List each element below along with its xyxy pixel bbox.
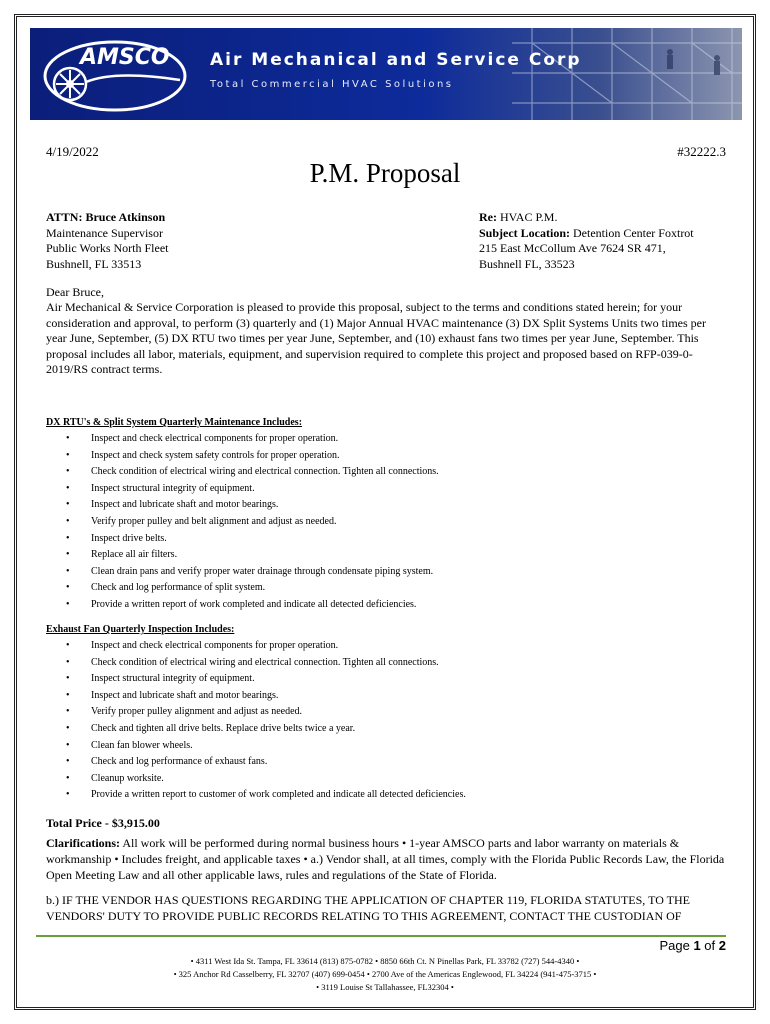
section-heading: DX RTU's & Split System Quarterly Maintenance Includes: [46,417,303,428]
page-title: P.M. Proposal [309,158,461,188]
rtu-maintenance-section [46,417,726,614]
list-item: • Check and tighten all drive belts. Replace drive belts twice a year. [66,722,356,734]
footer-divider [36,935,726,937]
clarifications-paragraph [46,836,726,883]
footer-line: • 325 Anchor Rd Casselberry, FL 32707 (407) 699-0454 • 2700 Ave of the Americas Englewood, FL 34224 (941-475-3715 • [173,969,597,979]
list-item: • Inspect and check system safety controls for proper operation. [66,449,340,461]
company-tagline: Total Commercial HVAC Solutions [210,79,454,90]
list-item: • Check condition of electrical wiring and electrical connection. Tighten all connections. [66,656,439,668]
list-item: • Inspect and lubricate shaft and motor bearings. [66,499,279,511]
re-block [479,210,694,272]
logo-text: AMSCO [80,45,170,70]
location-value: Detention Center Foxtrot [573,225,694,240]
list-item: • Provide a written report of work completed and indicate all detected deficiencies. [66,598,417,610]
clarifications-text: All work will be performed during normal business hours • 1-year AMSCO parts and labor warranty on materials & workmanship • Includes freight, and applicable taxes • a.) Vendor shall, at all times, comply with the Florida Public Records Law, the Florida Open Meeting Law and all other applicable laws, rules and regulations of the State of Florida. [46,836,725,882]
list-item: • Cleanup worksite. [66,772,164,784]
greeting: Dear Bruce, [46,285,104,299]
list-item: • Inspect structural integrity of equipment. [66,482,255,494]
attn-block [46,210,168,272]
list-item: • Inspect drive belts. [66,532,167,544]
attn-label: ATTN: [46,210,83,224]
list-item: • Provide a written report to customer of work completed and indicate all detected deficiencies. [66,789,466,801]
header-banner [30,28,742,120]
attn-org: Public Works North Fleet [46,241,169,255]
section-heading: Exhaust Fan Quarterly Inspection Includes: [46,624,235,635]
list-item: • Check and log performance of exhaust fans. [66,756,268,768]
exhaust-task-list [46,638,726,804]
list-item: • Inspect and lubricate shaft and motor bearings. [66,689,279,701]
list-item: • Check and log performance of split system. [66,582,266,594]
attn-city: Bushnell, FL 33513 [46,256,142,271]
re-label: Re: [479,210,497,224]
clarifications-label: Clarifications: [46,836,120,850]
attn-title: Maintenance Supervisor [46,225,163,240]
list-item: • Inspect structural integrity of equipment. [66,673,255,685]
proposal-number: #32222.3 [677,144,726,159]
location-label: Subject Location: [479,225,570,240]
list-item: • Inspect and check electrical components for proper operation. [66,640,339,651]
document-date: 4/19/2022 [46,144,99,159]
footer-line: • 3119 Louise St Tallahassee, FL32304 • [316,982,454,992]
list-item: • Verify proper pulley and belt alignment and adjust as needed. [66,515,337,527]
list-item: • Check condition of electrical wiring and electrical connection. Tighten all connections. [66,466,439,478]
amsco-logo [40,34,190,114]
list-item: • Clean drain pans and verify proper water drainage through condensate piping system. [66,565,434,577]
footer-line: • 4311 West Ida St. Tampa, FL 33614 (813) 875-0782 • 8850 66th Ct. N Pinellas Park, FL 33782 (727) 544-4340 • [190,956,580,966]
vendor-paragraph: b.) IF THE VENDOR HAS QUESTIONS REGARDING THE APPLICATION OF CHAPTER 119, FLORIDA STATUTES, TO THE VENDORS' DUTY TO PROVIDE PUBLIC RECORDS RELATING TO THIS AGREEMENT, CONTACT THE CUSTODIAN OF [46,893,690,923]
scaffolding-graphic [512,28,742,120]
intro-paragraph: Air Mechanical & Service Corporation is pleased to provide this proposal, subject to the terms and conditions stated herein; for your consideration and approval, to perform (3) quarterly and (1) Major Annual HVAC maintenance (3) DX Split Systems Units two times per year June, September, (5) DX RTU two times per year June, September, and (10) exhaust fans two times per year June, September. This proposal includes all labor, materials, equipment, and supervision required to complete this project and proposed based on RFP-039-0-2019/RS contract terms. [46,300,706,376]
location-street: 215 East McCollum Ave 7624 SR 471, [479,241,666,255]
attn-name: Bruce Atkinson [85,210,166,224]
rtu-task-list [46,431,726,614]
list-item: • Clean fan blower wheels. [66,739,193,751]
total-price: Total Price - $3,915.00 [46,816,160,830]
location-city: Bushnell FL, 33523 [479,256,575,271]
list-item: • Verify proper pulley alignment and adjust as needed. [66,706,303,718]
exhaust-fan-section [46,624,726,804]
re-value: HVAC P.M. [500,210,558,224]
company-name: Air Mechanical and Service Corp [210,50,582,70]
list-item: • Inspect and check electrical components for proper operation. [66,433,339,444]
page-number: Page 1 of 2 [659,938,726,953]
footer-addresses [0,955,770,994]
list-item: • Replace all air filters. [66,549,178,561]
